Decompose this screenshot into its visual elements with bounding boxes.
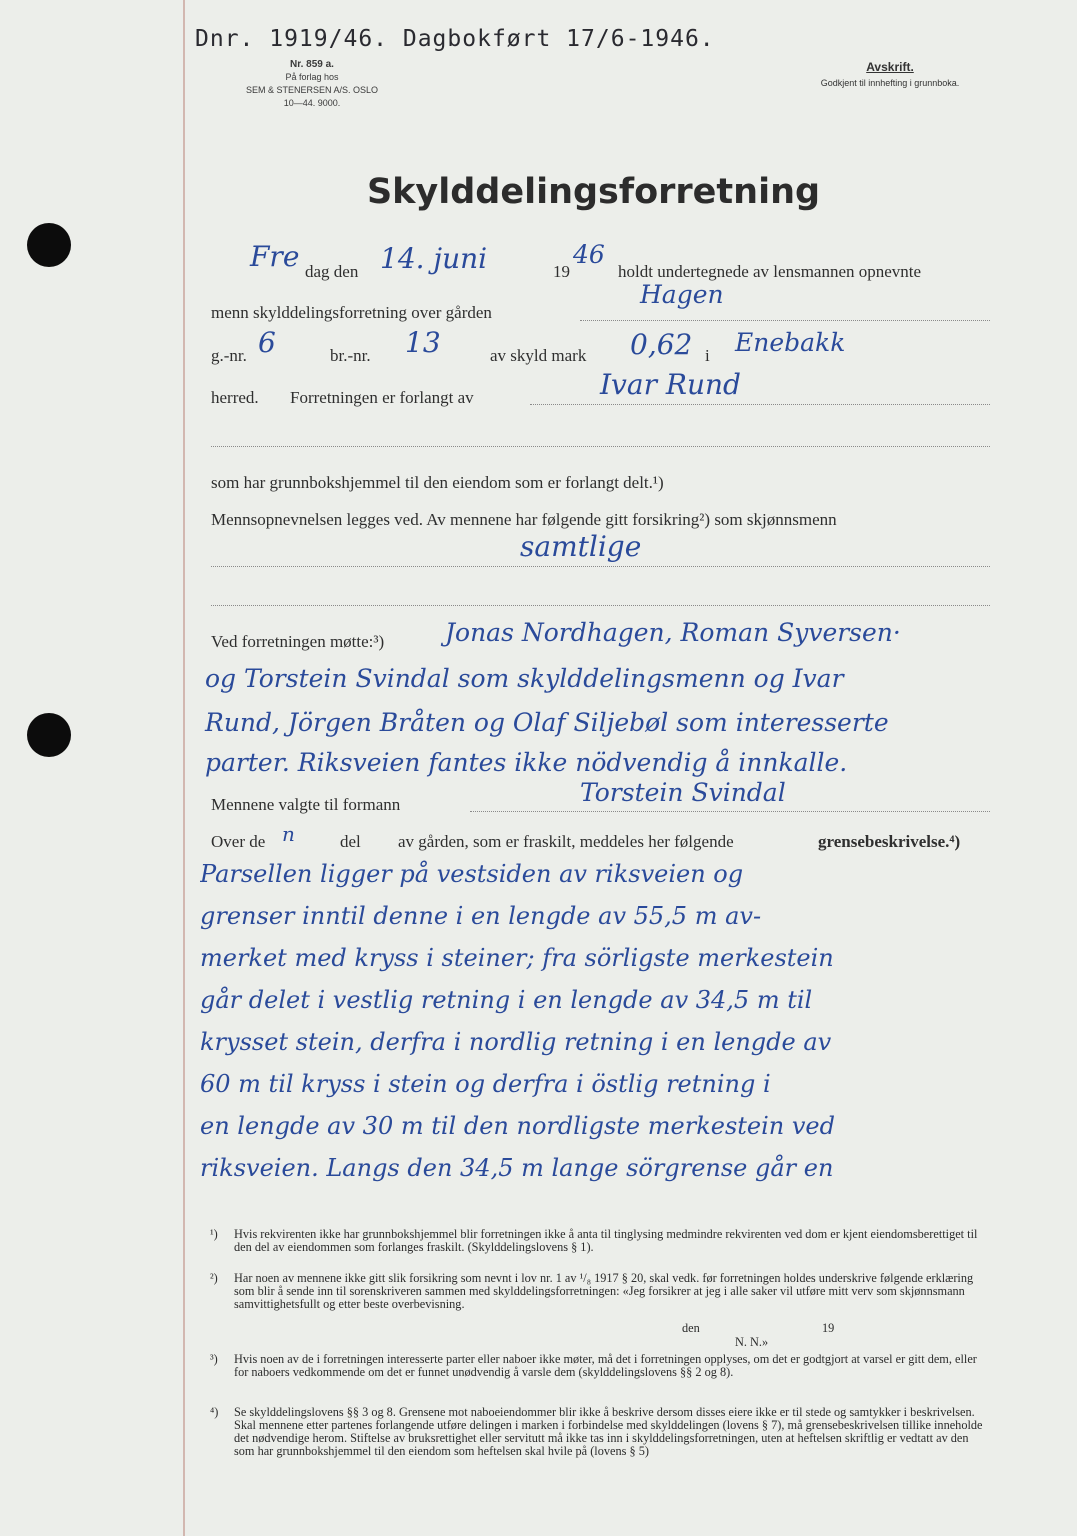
margin-rule — [183, 0, 185, 1536]
day-prefix-handwritten: Fre — [250, 240, 300, 273]
footnote — [210, 1272, 990, 1311]
printer-line: SEM & STENERSEN A/S. OSLO — [245, 85, 379, 95]
description-line: merket med kryss i steiner; fra sörligste merkestein — [200, 944, 834, 972]
fraskilt-text: av gården, som er fraskilt, meddeles her følgende — [398, 832, 734, 851]
description-line: går delet i vestlig retning i en lengde av 34,5 m til — [200, 986, 813, 1014]
signature-den: den — [682, 1321, 700, 1335]
year-prefix: 19 — [553, 262, 570, 281]
mote-label: Ved forretningen møtte:³) — [211, 632, 385, 651]
footnote-text: Hvis noen av de i forretningen interesserte parter eller naboer ikke møter, må det i forretningen opplyses, om det er godtgjort at varsel er gitt dem, eller for naboers vedkommende om det er funnet unødvendig å varsle dem (skylddelingslovens §§ 2 og 8). — [234, 1352, 977, 1379]
in-label: i — [705, 346, 710, 365]
requested-label: Forretningen er forlangt av — [290, 388, 474, 407]
dotted-line — [211, 446, 990, 447]
dotted-line — [530, 404, 990, 405]
bnr-handwritten: 13 — [405, 326, 441, 359]
del-label: del — [340, 832, 361, 851]
formann-handwritten: Torstein Svindal — [580, 778, 786, 807]
printer-line: 10—44. 9000. — [283, 98, 341, 108]
footnote-text: Har noen av mennene ikke gitt slik forsikring som nevnt i lov nr. 1 av ¹/₈ 1917 § 20, skal vedk. før forretningen holdes underskrive følgende erklæring som blir å sende inn til sorenskriveren sammen med skylddelingsforretningen: «Jeg forsikrer at jeg i alle saker vil utføre mitt verv som skjønnsmann samvittighetsfullt og etter beste overbevisning. — [234, 1271, 974, 1311]
dotted-line — [470, 811, 990, 812]
footnote — [210, 1353, 990, 1379]
farm-label: menn skylddelingsforretning over gården — [211, 303, 492, 322]
description-line: krysset stein, derfra i nordlig retning i en lengde av — [200, 1028, 832, 1056]
footnote — [210, 1406, 990, 1458]
footnote-mark: ⁴) — [210, 1405, 219, 1419]
over-handwritten: n — [282, 822, 295, 846]
signature-year: 19 — [822, 1321, 835, 1335]
description-line: riksveien. Langs den 34,5 m lange sörgrense går en — [200, 1154, 834, 1182]
footnote-mark: ³) — [210, 1352, 218, 1366]
date-handwritten: 14. juni — [380, 242, 488, 275]
hjemmel-text: som har grunnbokshjemmel til den eiendom som er forlangt delt.¹) — [211, 473, 664, 492]
diary-stamp: Dnr. 1919/46. Dagbokført 17/6-1946. — [195, 26, 715, 52]
herred-label: herred. — [211, 388, 259, 407]
footnote-mark: ¹) — [210, 1227, 218, 1241]
held-text: holdt undertegnede av lensmannen opnevnte — [618, 262, 922, 281]
attendees-handwritten: og Torstein Svindal som skylddelingsmenn og Ivar — [205, 664, 844, 693]
copy-label: Avskrift. — [866, 60, 914, 74]
over-label: Over de — [211, 832, 266, 851]
footnote-text: Se skylddelingslovens §§ 3 og 8. Grensene mot naboeiendommer blir ikke å beskrive dersom disses eiere ikke er til stede og samtykker i beskrivelsen. Skal mennene etter partenes forlangende utføre delingen i marken i forbindelse med skylddelingen (lovens § 7), må grensebeskrivelsen tillike inneholde det nødvendige herom. Stiftelse av bruksrettighet eller servitutt må ikke tas inn i skylddelingsforretningen, uten at heftelsen skriftlig er vedtatt av den som har grunnbokshjemmel til den eiendom som heftelsen skal hvile på (lovens § 5) — [234, 1405, 983, 1458]
copy-note: Godkjent til innhefting i grunnboka. — [820, 78, 960, 88]
attendees-handwritten: Jonas Nordhagen, Roman Syversen· — [445, 618, 901, 647]
printer-imprint — [222, 58, 402, 110]
formann-label: Mennene valgte til formann — [211, 795, 401, 814]
forsikring-handwritten: samtlige — [520, 530, 642, 563]
gnr-label: g.-nr. — [211, 346, 247, 365]
municipality-handwritten: Enebakk — [735, 328, 846, 357]
description-line: 60 m til kryss i stein og derfra i östlig retning i — [200, 1070, 771, 1098]
description-line: en lengde av 30 m til den nordligste merkestein ved — [200, 1112, 835, 1140]
footnote-mark: ²) — [210, 1271, 218, 1285]
punch-hole-icon — [27, 713, 71, 757]
footnote-text: Hvis rekvirenten ikke har grunnbokshjemmel blir forretningen ikke å anta til tinglysing medmindre rekvirenten ved dom er kjent eiendomsberettiget til den del av eiendommen som forlanges fraskilt. (Skylddelingslovens § 1). — [234, 1227, 978, 1254]
dotted-line — [211, 605, 990, 606]
day-label: dag den — [305, 262, 359, 281]
attendees-handwritten: Rund, Jörgen Bråten og Olaf Siljebøl som interesserte — [205, 708, 889, 737]
mennsopp-text: Mennsopnevnelsen legges ved. Av mennene har følgende gitt forsikring²) som skjønnsmenn — [211, 510, 837, 529]
punch-hole-icon — [27, 223, 71, 267]
gnr-handwritten: 6 — [258, 326, 276, 359]
signature-nn: N. N.» — [735, 1335, 769, 1349]
requested-handwritten: Ivar Rund — [600, 368, 741, 401]
grense-label: grensebeskrivelse.⁴) — [818, 832, 961, 851]
footnote — [210, 1228, 990, 1254]
document-title: Skylddelingsforretning — [366, 172, 821, 212]
description-line: Parsellen ligger på vestsiden av riksveien og — [200, 860, 744, 888]
dotted-line — [211, 566, 990, 567]
description-line: grenser inntil denne i en lengde av 55,5 m av- — [200, 902, 762, 930]
dotted-line — [580, 320, 990, 321]
printer-line: På forlag hos — [285, 72, 339, 82]
bnr-label: br.-nr. — [330, 346, 371, 365]
skyld-handwritten: 0,62 — [630, 328, 693, 361]
form-number: Nr. 859 a. — [290, 59, 334, 70]
attendees-handwritten: parter. Riksveien fantes ikke nödvendig å innkalle. — [205, 748, 848, 777]
skyld-label: av skyld mark — [490, 346, 587, 365]
copy-notice — [780, 60, 1000, 88]
farm-handwritten: Hagen — [640, 280, 724, 309]
year-handwritten: 46 — [573, 240, 605, 269]
